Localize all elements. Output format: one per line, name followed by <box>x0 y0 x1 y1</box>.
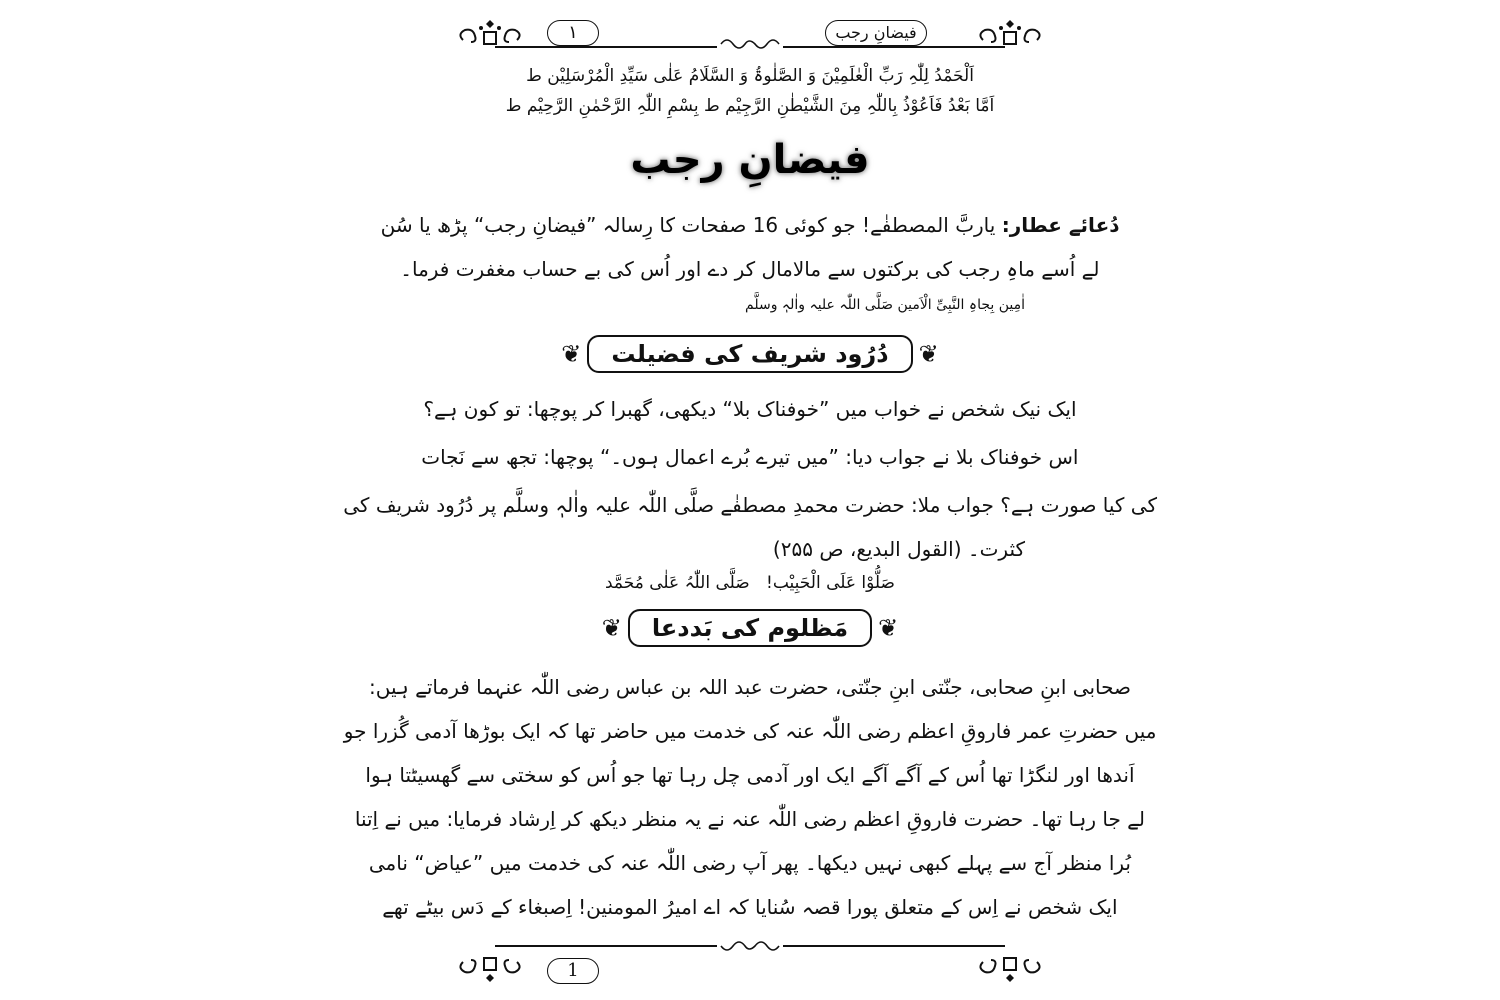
center-header-ornament-icon <box>717 34 783 52</box>
header-book-title: فیضانِ رجب <box>825 20 927 46</box>
right-footer-ornament-icon <box>975 950 1045 984</box>
section-heading-text: مَظلوم کی بَددعا <box>628 609 872 647</box>
paragraph-line: ایک شخص نے اِس کے متعلق پورا قصہ سُنایا کہ اے امیرُ المومنین! اِصبغاء کے دَس بیٹے تھے <box>382 895 1118 919</box>
paragraph-line: اَندھا اور لنگڑا تھا اُس کے آگے آگے ایک اور آدمی چل رہا تھا جو اُس کو سختی سے گھسیٹتا ہوا <box>365 763 1135 787</box>
paragraph-line: کی کیا صورت ہے؟ جواب ملا: حضرت محمدِ مصطفٰے صلَّی اللّٰہ علیہ واٰلہٖ وسلَّم پر دُرُود شریف کی <box>343 493 1157 517</box>
paragraph-line: لے جا رہا تھا۔ حضرت فاروقِ اعظم رضی اللّٰہ عنہ نے یہ منظر دیکھ کر اِرشاد فرمایا: میں نے اِتنا <box>354 807 1145 831</box>
dua-line-1 <box>381 208 1120 242</box>
salawat-call: صَلُّوْا عَلَی الْحَبِیْب! <box>766 573 895 593</box>
dua-label: دُعائے عطار: <box>1001 213 1120 237</box>
section-heading-mazloom <box>455 608 1045 648</box>
heading-ornament-icon: ❦ <box>561 340 582 368</box>
heading-ornament-icon: ❦ <box>878 614 899 642</box>
header-page-number: ۱ <box>547 20 599 46</box>
paragraph-line: میں حضرتِ عمر فاروقِ اعظم رضی اللّٰہ عنہ کی خدمت میں حاضر تھا کہ ایک بوڑھا آدمی گُزرا جو <box>343 719 1157 743</box>
paragraph-line-citation: کثرت۔ (القول البدیع، ص ۲۵۵) <box>772 537 1025 561</box>
hamd-line: اَلْحَمْدُ لِلّٰہِ رَبِّ الْعٰلَمِیْنَ وَ الصَّلٰوۃُ وَ السَّلَامُ عَلٰی سَیِّدِ الْمُرْسَلِیْن ط <box>526 66 974 86</box>
heading-ornament-icon: ❦ <box>601 614 622 642</box>
paragraph-line: صحابی ابنِ صحابی، جنّتی ابنِ جنّتی، حضرت عبد اللہ بن عباس رضی اللّٰہ عنہما فرماتے ہیں: <box>369 675 1131 699</box>
dua-line-2: لے اُسے ماہِ رجب کی برکتوں سے مالامال کر دے اور اُس کی بے حساب مغفرت فرما۔ <box>400 257 1100 281</box>
dua-text-1: یاربَّ المصطفٰے! جو کوئی 16 صفحات کا رِسالہ ”فیضانِ رجب“ پڑھ یا سُن <box>380 213 996 237</box>
section-heading-text: دُرُود شریف کی فضیلت <box>587 335 912 373</box>
heading-ornament-icon: ❦ <box>918 340 939 368</box>
center-footer-ornament-icon <box>717 938 783 956</box>
salawat-line <box>605 570 895 596</box>
ameen-line: اٰمِین بِجاہِ النَّبِیِّ الْاَمین صَلَّی اللّٰہ علیہ واٰلہٖ وسلَّم <box>745 297 1025 313</box>
footer-page-number: 1 <box>547 958 599 984</box>
right-header-ornament-icon <box>975 18 1045 52</box>
left-footer-ornament-icon <box>455 950 525 984</box>
page-title: فیضانِ رجب <box>630 137 870 183</box>
paragraph-line: ایک نیک شخص نے خواب میں ”خوفناک بلا“ دیکھی، گھبرا کر پوچھا: تو کون ہے؟ <box>423 397 1077 421</box>
section-heading-durood <box>455 334 1045 374</box>
taawwuz-bismillah-line: اَمَّا بَعْدُ فَاَعُوْذُ بِاللّٰہِ مِنَ الشَّیْطٰنِ الرَّجِیْم ط بِسْمِ اللّٰہِ الرَّحْمٰنِ الرَّحِیْم ط <box>505 96 995 116</box>
salawat-response: صَلَّی اللّٰہُ عَلٰی مُحَمَّد <box>605 573 750 593</box>
paragraph-line: بُرا منظر آج سے پہلے کبھی نہیں دیکھا۔ پھر آپ رضی اللّٰہ عنہ کی خدمت میں ”عیاض“ نامی <box>368 851 1131 875</box>
paragraph-line: اس خوفناک بلا نے جواب دیا: ”میں تیرے بُرے اعمال ہوں۔“ پوچھا: تجھ سے نَجات <box>421 445 1079 469</box>
document-page <box>343 0 1157 1000</box>
